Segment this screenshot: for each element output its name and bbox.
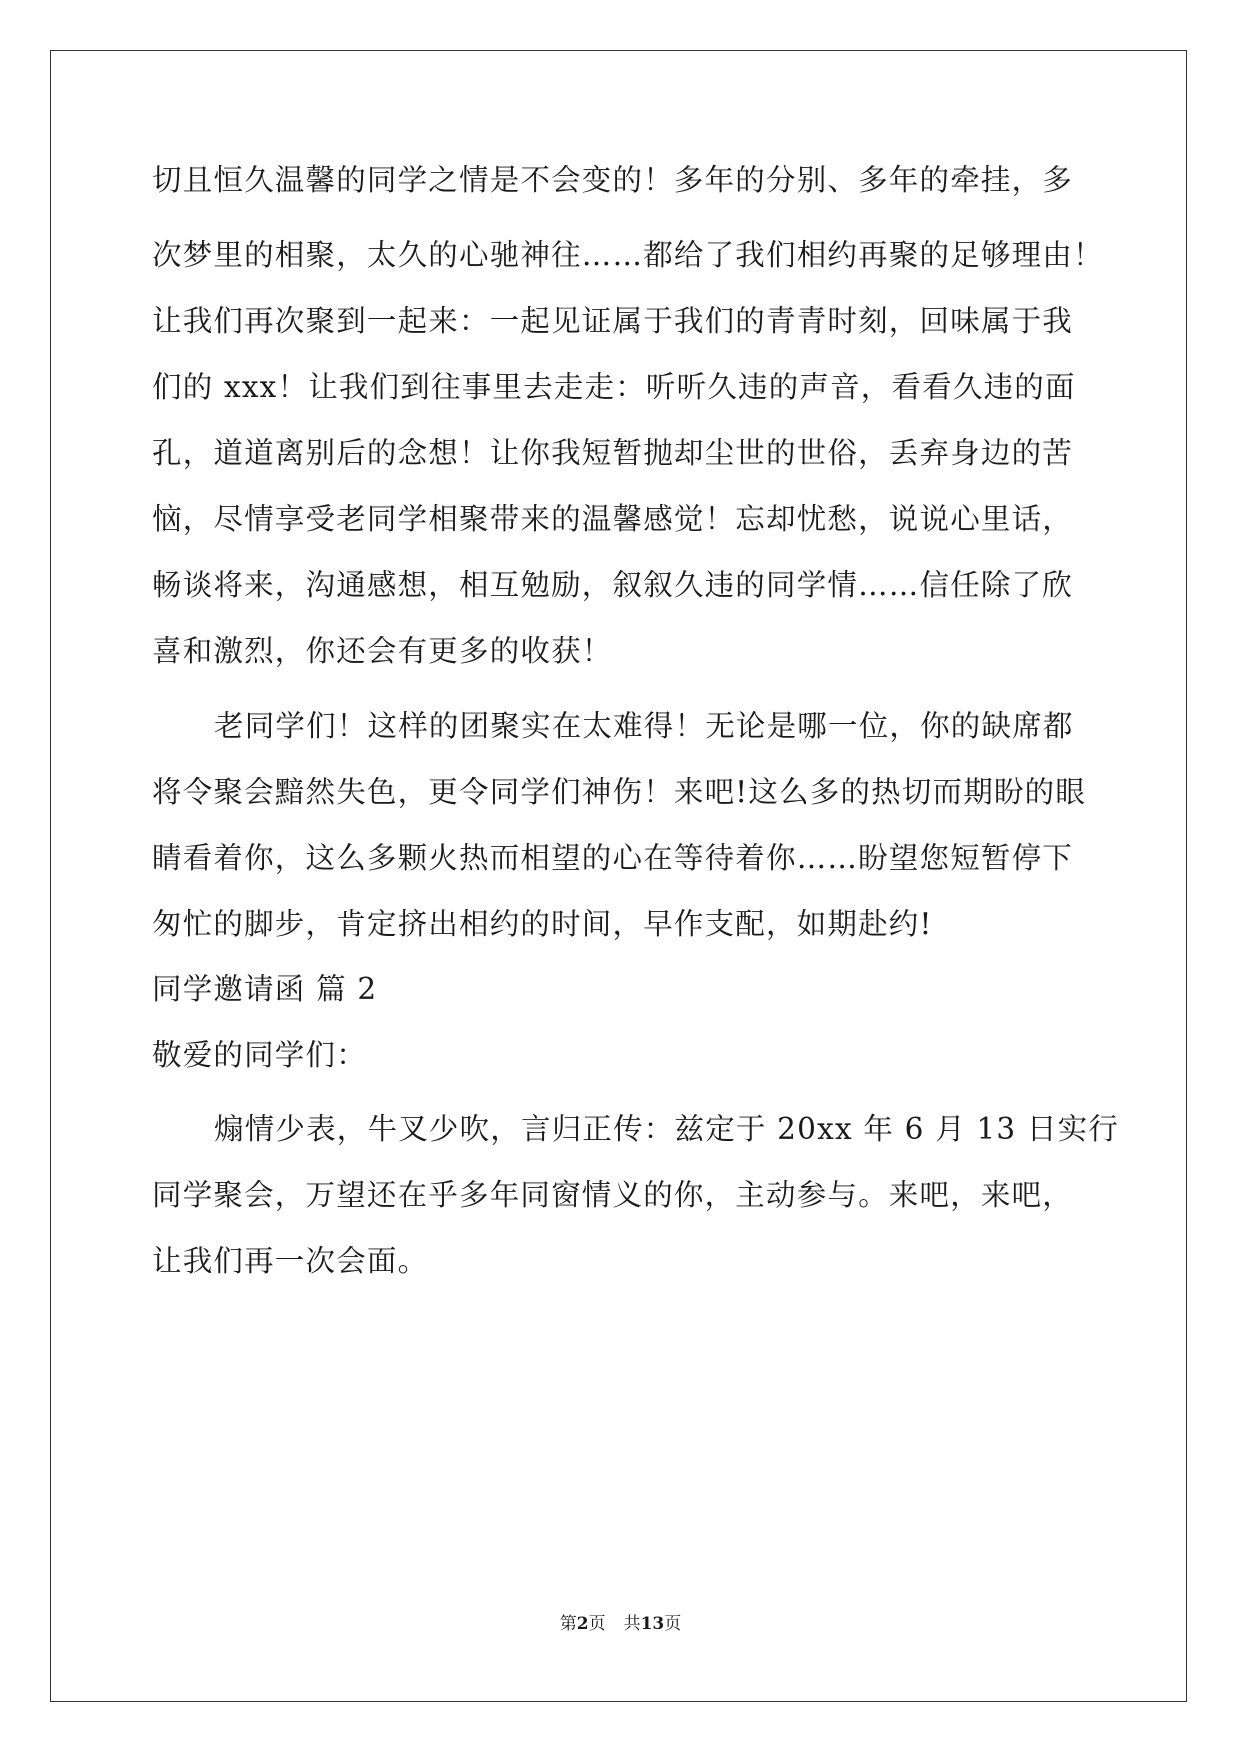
page-footer	[0, 1612, 1241, 1636]
paragraph-line: 次梦里的相聚，太久的心驰神往……都给了我们相约再聚的足够理由！	[152, 238, 1104, 272]
total-suffix: 页	[664, 1614, 682, 1634]
paragraph-line: 睛看着你，这么多颗火热而相望的心在等待着你……盼望您短暂停下	[152, 841, 1074, 875]
salutation: 敬爱的同学们：	[152, 1038, 367, 1072]
paragraph-line: 让我们再次聚到一起来：一起见证属于我们的青青时刻，回味属于我	[152, 304, 1074, 338]
paragraph-line: 让我们再一次会面。	[152, 1244, 429, 1278]
paragraph-line: 畅谈将来，沟通感想，相互勉励，叙叙久违的同学情……信任除了欣	[152, 568, 1074, 602]
paragraph-line: 们的 xxx！让我们到往事里去走走：听听久违的声音，看看久违的面	[152, 370, 1076, 404]
paragraph-line: 恼，尽情享受老同学相聚带来的温馨感觉！忘却忧愁，说说心里话，	[152, 502, 1074, 536]
paragraph-line: 孔，道道离别后的念想！让你我短暂抛却尘世的世俗，丢弃身边的苦	[152, 436, 1074, 470]
page-prefix: 第	[559, 1614, 577, 1634]
paragraph-line: 喜和激烈，你还会有更多的收获！	[152, 634, 613, 668]
paragraph-line: 将令聚会黯然失色，更令同学们神伤！来吧!这么多的热切而期盼的眼	[152, 775, 1087, 809]
section-heading: 同学邀请函 篇 2	[152, 972, 378, 1006]
page-total: 13	[640, 1614, 665, 1634]
page-suffix: 页	[588, 1614, 606, 1634]
paragraph-line: 匆忙的脚步，肯定挤出相约的时间，早作支配，如期赴约!	[152, 907, 933, 941]
paragraph-line: 切且恒久温馨的同学之情是不会变的！多年的分别、多年的牵挂，多	[152, 163, 1074, 197]
paragraph-line: 煽情少表，牛叉少吹，言归正传：兹定于 20xx 年 6 月 13 日实行	[214, 1112, 1120, 1146]
paragraph-line: 老同学们！这样的团聚实在太难得！无论是哪一位，你的缺席都	[214, 709, 1074, 743]
paragraph-line: 同学聚会，万望还在乎多年同窗情义的你，主动参与。来吧，来吧，	[152, 1178, 1074, 1212]
total-prefix: 共	[623, 1614, 641, 1634]
page-current: 2	[576, 1614, 589, 1634]
